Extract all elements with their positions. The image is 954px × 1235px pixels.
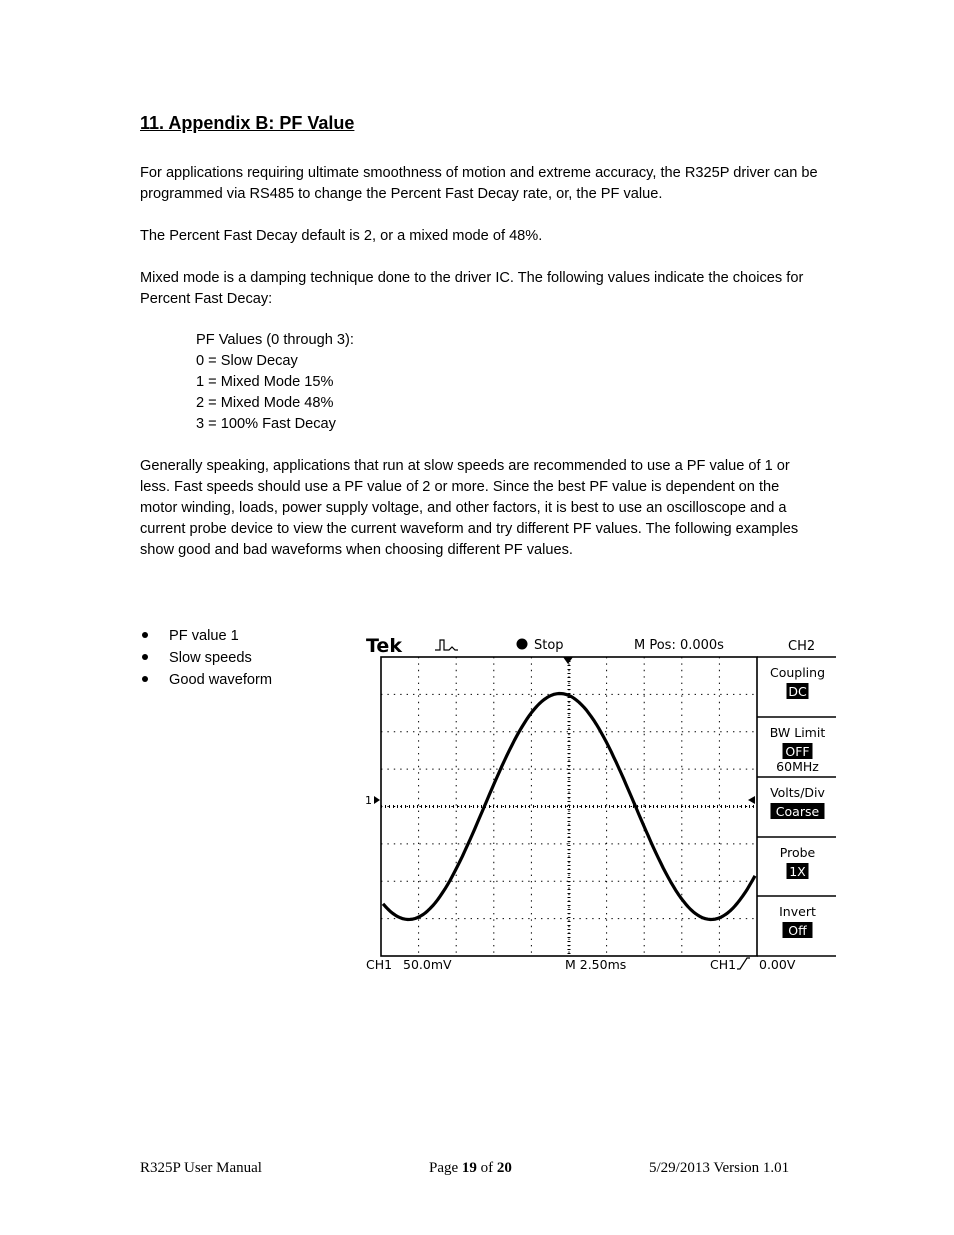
oscilloscope-screenshot <box>362 633 838 975</box>
pf-value-item: 1 = Mixed Mode 15% <box>196 374 334 390</box>
menu-item-value: Coarse <box>775 804 820 819</box>
menu-item-label: Probe <box>779 845 816 860</box>
bullet-dot-icon <box>142 676 148 682</box>
menu-item-value: DC <box>788 684 807 699</box>
footer-manual-title: R325P User Manual <box>140 1160 262 1176</box>
trigger-mode-icon <box>435 640 458 650</box>
side-menu <box>757 657 836 956</box>
example-bullet-list <box>140 625 272 691</box>
ch1-label: CH1 <box>366 957 393 972</box>
menu-item-value: 1X <box>789 864 806 879</box>
pf-values-title: PF Values (0 through 3): <box>196 332 354 348</box>
bullet-item: Good waveform <box>140 669 272 691</box>
recommendation-paragraph: Generally speaking, applications that run at slow speeds are recommended to use a PF value of 1 or less. Fast speeds should use a PF value of 2 or more. Since the best PF value is dependent on the motor winding, loads, power supply voltage, and other factors, it is best to use an oscilloscope and a current probe device to view the current waveform and try different PF values. The following examples show good and bad waveforms when choosing different PF values. <box>140 458 799 558</box>
footer-page-number: Page 19 of 20 <box>429 1160 512 1176</box>
default-paragraph: The Percent Fast Decay default is 2, or a mixed mode of 48%. <box>140 228 543 244</box>
menu-item-value: OFF <box>785 744 810 759</box>
ch1-ground-arrow-icon <box>374 796 380 804</box>
menu-item-label: BW Limit <box>769 725 826 740</box>
trigger-level-arrow-icon <box>748 796 755 804</box>
menu-item-label: Coupling <box>769 665 826 680</box>
footer-version-date: 5/29/2013 Version 1.01 <box>649 1160 790 1176</box>
bullet-dot-icon <box>142 654 148 660</box>
menu-item-label: Invert <box>779 904 816 919</box>
bullet-item: Slow speeds <box>140 647 272 669</box>
scope-graticule <box>381 657 757 956</box>
menu-item-value: Off <box>788 923 807 938</box>
pf-values-list <box>196 330 354 435</box>
menu-item-label: Volts/Div <box>770 785 825 800</box>
oscilloscope-display <box>362 633 838 975</box>
trigger-source: CH1 <box>710 957 737 972</box>
ch1-ground-marker: 1 <box>365 794 372 807</box>
pf-value-item: 0 = Slow Decay <box>196 353 298 369</box>
trigger-position-icon <box>563 657 573 664</box>
pf-value-item: 2 = Mixed Mode 48% <box>196 395 334 411</box>
acquisition-status: Stop <box>534 638 564 653</box>
bullet-dot-icon <box>142 632 148 638</box>
timebase-setting: M 2.50ms <box>565 957 627 972</box>
rising-edge-icon <box>737 958 750 969</box>
ch1-volts-per-div: 50.0mV <box>403 957 452 972</box>
intro-paragraph: For applications requiring ultimate smoothness of motion and extreme accuracy, the R325P driver can be programmed via RS485 to change the Percent Fast Decay rate, or, the PF value. <box>140 165 818 202</box>
horizontal-position: M Pos: 0.000s <box>634 638 724 653</box>
menu-item-extra: 60MHz <box>776 759 819 774</box>
trigger-level: 0.00V <box>759 957 796 972</box>
bullet-item: PF value 1 <box>140 625 272 647</box>
stop-status-icon <box>517 639 528 650</box>
tek-logo: Tek <box>366 635 402 657</box>
channel-label: CH2 <box>788 639 816 654</box>
pf-value-item: 3 = 100% Fast Decay <box>196 416 336 432</box>
mixed-mode-paragraph: Mixed mode is a damping technique done to the driver IC. The following values indicate the choices for Percent Fast Decay: <box>140 270 804 307</box>
section-heading: 11. Appendix B: PF Value <box>140 113 355 133</box>
